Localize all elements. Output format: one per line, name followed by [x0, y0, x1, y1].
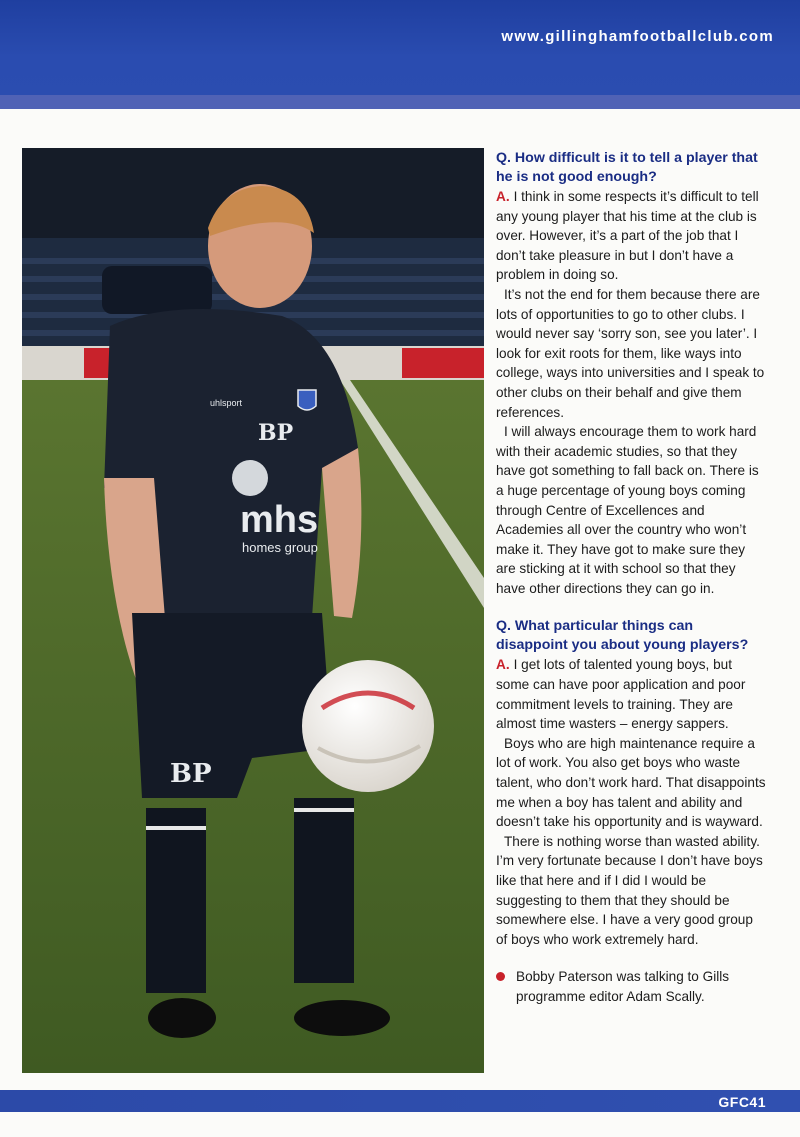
answer-2-paragraph-3: There is nothing worse than wasted ability. I’m very fortunate because I don’t have boys like that here and if I did I would be suggesting to them that they should be somewhere else. I have a very good group of boys who work extremely hard. [496, 833, 763, 947]
sponsor-globe-icon [232, 460, 268, 496]
answer-2-paragraph-2: Boys who are high maintenance require a lot of work. You also get boys who waste talent, who don’t work hard. That disappoints me when a boy has talent and ability and doesn’t take his opportunity and is wayward. [496, 735, 766, 830]
bullet-icon [496, 972, 505, 981]
photo-illustration [22, 148, 484, 1073]
byline-text: Bobby Paterson was talking to Gills programme editor Adam Scally. [516, 969, 730, 1004]
section-gap [496, 598, 768, 617]
sock-stripe [294, 808, 354, 812]
shirt-initials: BP [258, 420, 294, 446]
player-photo [22, 148, 484, 1073]
player-sock-left [146, 808, 206, 993]
sponsor-subtext: homes group [242, 540, 318, 555]
answer-1-text: I think in some respects it’s difficult to tell any young player that his time at the club is over. However, it’s a part of the job that I don’t take pleasure in but I don’t have a problem in doing so. [496, 189, 759, 283]
header-band [0, 0, 800, 95]
page-number: GFC41 [718, 1094, 766, 1110]
answer-1-paragraph-2: It’s not the end for them because there are lots of opportunities to go to other clubs. I would never say ‘sorry son, see you later’. I look for exit roots for them, like ways into college, ways into universities and I speak to other clubs on their behalf and give them references. [496, 286, 765, 420]
answer-2-text: I get lots of talented young boys, but some can have poor application and poor commitment levels to training. They are almost time wasters – energy sappers. [496, 657, 746, 732]
kit-brand-label: uhlsport [210, 398, 243, 408]
hoarding-panel [402, 348, 484, 378]
question-1: Q. How difficult is it to tell a player that he is not good enough? [496, 150, 758, 185]
footer-band [0, 1090, 800, 1112]
answer-1-paragraph-3: I will always encourage them to work hard with their academic studies, so that they have got something to fall back on. There is a huge percentage of young boys coming through Centre of Excellences and Academies all over the country who won’t make it. They have got to make sure they are sticking at it with school so that they have other directions they can go in. [496, 424, 759, 596]
answer-marker: A. [496, 657, 510, 673]
player-sock-right [294, 798, 354, 983]
header-stripe [0, 95, 800, 109]
question-2: Q. What particular things can disappoint you about young players? [496, 618, 749, 654]
boot-right [294, 1000, 390, 1036]
answer-1-paragraph [496, 187, 768, 285]
byline [496, 967, 768, 1006]
answer-2-paragraph [496, 655, 768, 733]
shorts-initials: BP [170, 759, 212, 789]
answer-marker: A. [496, 189, 510, 204]
football [302, 660, 434, 792]
sock-stripe [146, 826, 206, 830]
boot-left [148, 998, 216, 1038]
interview-article [496, 149, 768, 1007]
club-crest-icon [298, 390, 316, 410]
sponsor-logo: mhs [240, 499, 319, 541]
player-neck-area [102, 266, 212, 314]
website-url: www.gillinghamfootballclub.com [501, 28, 774, 45]
